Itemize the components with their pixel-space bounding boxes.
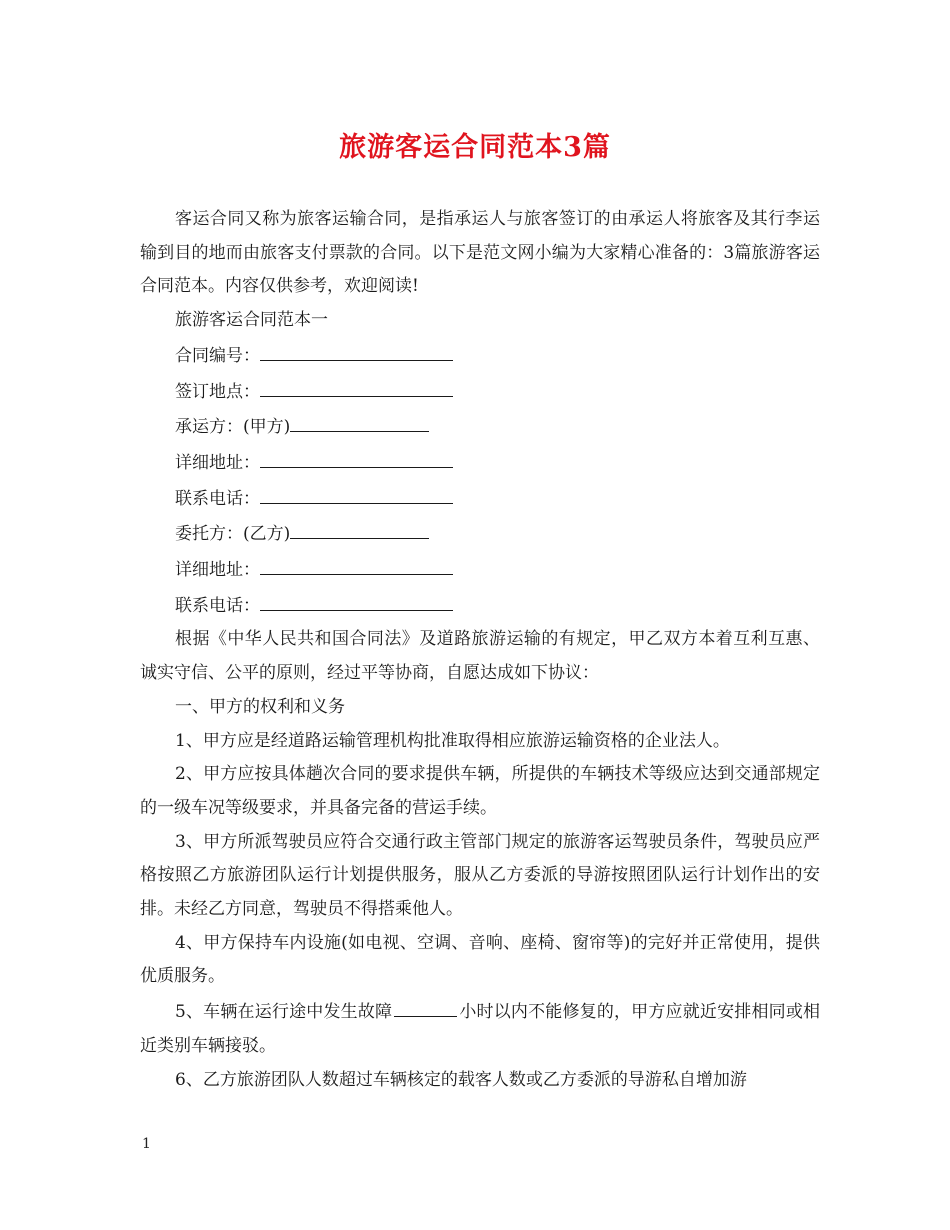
blank-line (260, 552, 453, 575)
blank-line (260, 445, 453, 468)
part-one-heading (140, 691, 820, 725)
field-label: 承运方：(甲方) (175, 417, 291, 438)
field-client-address (140, 552, 820, 588)
blank-line (394, 994, 457, 1017)
field-client-phone (140, 588, 820, 624)
document-body (140, 203, 820, 1097)
clause-6: 6、乙方旅游团队人数超过车辆核定的载客人数或乙方委派的导游私自增加游 (175, 1069, 747, 1090)
clause-2: 2、甲方应按具体趟次合同的要求提供车辆，所提供的车辆技术等级应达到交通部规定的一级车况等级要求，并具备完备的营运手续。 (140, 764, 820, 818)
field-label: 详细地址： (175, 452, 260, 473)
section-heading (140, 304, 820, 338)
blank-line (260, 374, 453, 397)
clause-5-part-b: 小时以内不能修复的，甲方应就近安排相同或相近类别车辆接驳。 (140, 1002, 820, 1056)
document-title: 旅游客运合同范本3篇 (339, 132, 611, 163)
field-label: 委托方：(乙方) (175, 524, 291, 545)
blank-line (290, 409, 429, 432)
field-label: 联系电话： (175, 488, 260, 509)
field-label: 详细地址： (175, 560, 260, 581)
page-number: 1 (142, 1136, 151, 1152)
field-sign-place (140, 374, 820, 410)
section-heading-text: 旅游客运合同范本一 (175, 310, 328, 331)
field-carrier-address (140, 445, 820, 481)
clause-1: 1、甲方应是经道路运输管理机构批准取得相应旅游运输资格的企业法人。 (175, 730, 730, 751)
field-contract-no (140, 338, 820, 374)
field-label: 合同编号： (175, 345, 260, 366)
basis-paragraph: 根据《中华人民共和国合同法》及道路旅游运输的有规定，甲乙双方本着互利互惠、诚实守信、公平的原则，经过平等协商，自愿达成如下协议： (140, 629, 820, 684)
clause-4: 4、甲方保持车内设施(如电视、空调、音响、座椅、窗帘等)的完好并正常使用，提供优质服务。 (140, 932, 820, 987)
clause-3: 3、甲方所派驾驶员应符合交通行政主管部门规定的旅游客运驾驶员条件，驾驶员应严格按照乙方旅游团队运行计划提供服务，服从乙方委派的导游按照团队运行计划作出的安排。未经乙方同意，驾驶员不得搭乘他人。 (140, 831, 820, 920)
blank-line (260, 588, 453, 611)
intro-paragraph: 客运合同又称为旅客运输合同，是指承运人与旅客签订的由承运人将旅客及其行李运输到目的地而由旅客支付票款的合同。以下是范文网小编为大家精心准备的：3篇旅游客运合同范本。内容仅供参考，欢迎阅读! (140, 209, 820, 297)
field-carrier (140, 409, 820, 445)
blank-line (290, 516, 429, 539)
part-one-heading-text: 一、甲方的权利和义务 (175, 696, 345, 717)
clause-5 (140, 994, 820, 1063)
field-client (140, 516, 820, 552)
clause-5-part-a: 5、车辆在运行途中发生故障 (175, 1002, 393, 1023)
blank-line (260, 338, 453, 361)
field-label: 签订地点： (175, 381, 260, 402)
blank-line (260, 481, 453, 504)
field-carrier-phone (140, 481, 820, 517)
field-label: 联系电话： (175, 595, 260, 616)
